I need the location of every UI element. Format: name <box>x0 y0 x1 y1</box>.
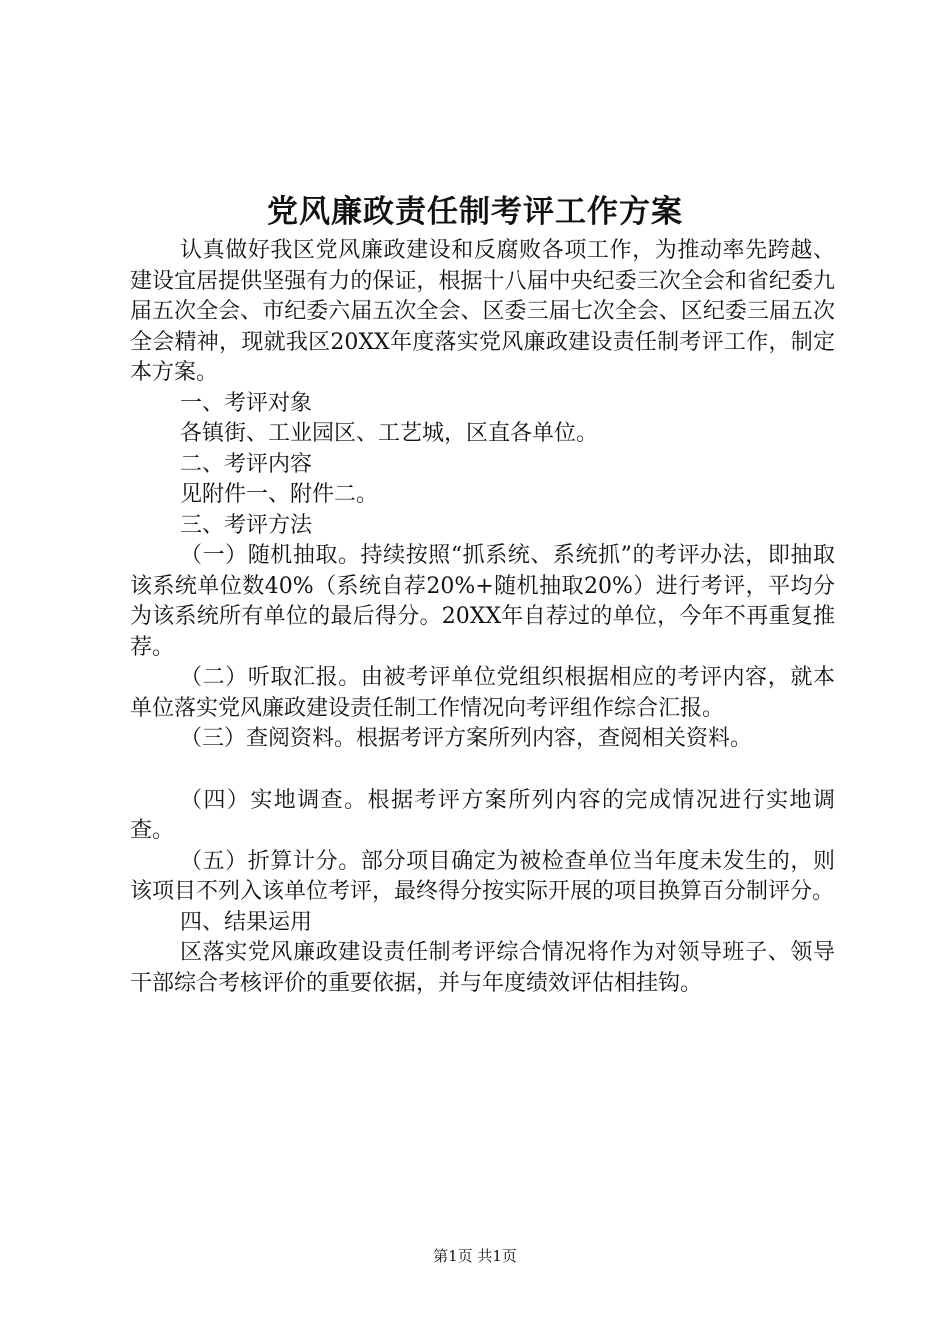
section-heading-4: 四、结果运用 <box>180 909 313 935</box>
method-paragraph-3: （三）查阅资料。根据考评方案所列内容，查阅相关资料。 <box>180 726 753 751</box>
method-paragraph-1: （一）随机抽取。持续按照“抓系统、系统抓”的考评办法，即抽取该系统单位数40%（系统自荐20%+随机抽取20%）进行考评，平均分为该系统所有单位的最后得分。20XX年自荐过的单位，今年不再重复推荐。 <box>130 543 835 660</box>
section-2-content: 见附件一、附件二。 <box>180 482 379 507</box>
page-footer: 第1页 共1页 <box>433 1247 517 1265</box>
section-1-content: 各镇街、工业园区、工艺城，区直各单位。 <box>180 421 599 446</box>
method-paragraph-5: （五）折算计分。部分项目确定为被检查单位当年度未发生的，则该项目不列入该单位考评，最终得分按实际开展的项目换算百分制评分。 <box>130 848 835 904</box>
document-title: 党风廉政责任制考评工作方案 <box>267 194 683 230</box>
document-body <box>130 236 835 999</box>
section-4-content: 区落实党风廉政建设责任制考评综合情况将作为对领导班子、领导干部综合考核评价的重要依据，并与年度绩效评估相挂钩。 <box>130 940 835 996</box>
section-heading-1: 一、考评对象 <box>180 390 313 416</box>
method-paragraph-2: （二）听取汇报。由被考评单位党组织根据相应的考评内容，就本单位落实党风廉政建设责任制工作情况向考评组作综合汇报。 <box>130 665 835 721</box>
intro-paragraph: 认真做好我区党风廉政建设和反腐败各项工作，为推动率先跨越、建设宜居提供坚强有力的保证，根据十八届中央纪委三次全会和省纪委九届五次全会、市纪委六届五次全会、区委三届七次全会、区纪委三届五次全会精神，现就我区20XX年度落实党风廉政建设责任制考评工作，制定本方案。 <box>130 238 835 385</box>
section-heading-2: 二、考评内容 <box>180 451 313 477</box>
method-paragraph-4: （四）实地调查。根据考评方案所列内容的完成情况进行实地调查。 <box>130 787 835 843</box>
section-heading-3: 三、考评方法 <box>180 512 313 538</box>
